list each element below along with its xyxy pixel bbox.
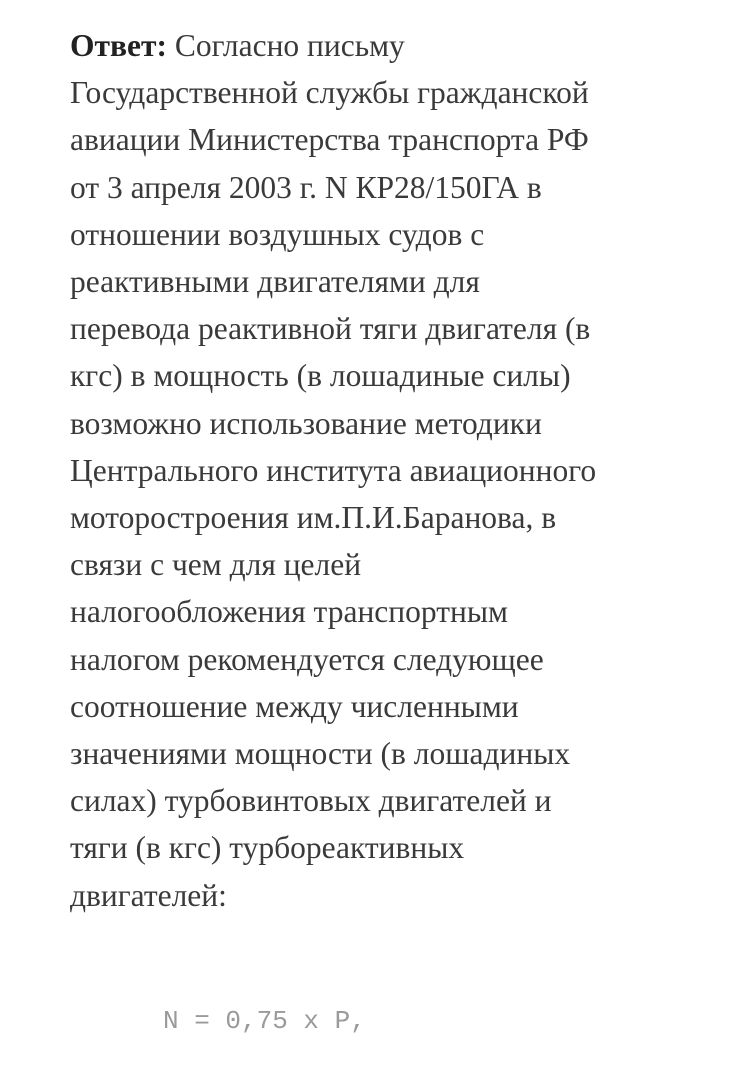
- article-body: [70, 22, 690, 919]
- answer-paragraph: [70, 22, 690, 919]
- answer-line-9: возможно использование методики: [70, 405, 542, 441]
- answer-line-10: Центрального института авиационного: [70, 452, 597, 488]
- answer-line-7: перевода реактивной тяги двигателя (в: [70, 311, 591, 347]
- answer-line-5: отношении воздушных судов с: [70, 216, 485, 252]
- answer-line-13: налогообложения транспортным: [70, 594, 508, 630]
- answer-line-6: реактивными двигателями для: [70, 264, 480, 300]
- answer-line-8: кгс) в мощность (в лошадиные силы): [70, 358, 571, 394]
- answer-line-15: соотношение между численными: [70, 688, 519, 724]
- answer-line-1: Согласно письму: [174, 28, 405, 63]
- formula-block: N = 0,75 x P,: [163, 1006, 366, 1036]
- answer-line-16: значениями мощности (в лошадиных: [70, 736, 571, 772]
- answer-line-11: моторостроения им.П.И.Баранова, в: [70, 500, 557, 536]
- answer-line-12: связи с чем для целей: [70, 547, 362, 583]
- answer-label: Ответ:: [70, 28, 167, 63]
- answer-line-18: тяги (в кгс) турбореактивных: [70, 830, 465, 866]
- answer-line-2: Государственной службы гражданской: [70, 75, 589, 111]
- answer-line-17: силах) турбовинтовых двигателей и: [70, 783, 552, 819]
- answer-line-3: авиации Министерства транспорта РФ: [70, 122, 589, 158]
- answer-line-4: от 3 апреля 2003 г. N КР28/150ГА в: [70, 169, 542, 205]
- answer-line-14: налогом рекомендуется следующее: [70, 641, 544, 677]
- answer-line-19: двигателей:: [70, 877, 227, 913]
